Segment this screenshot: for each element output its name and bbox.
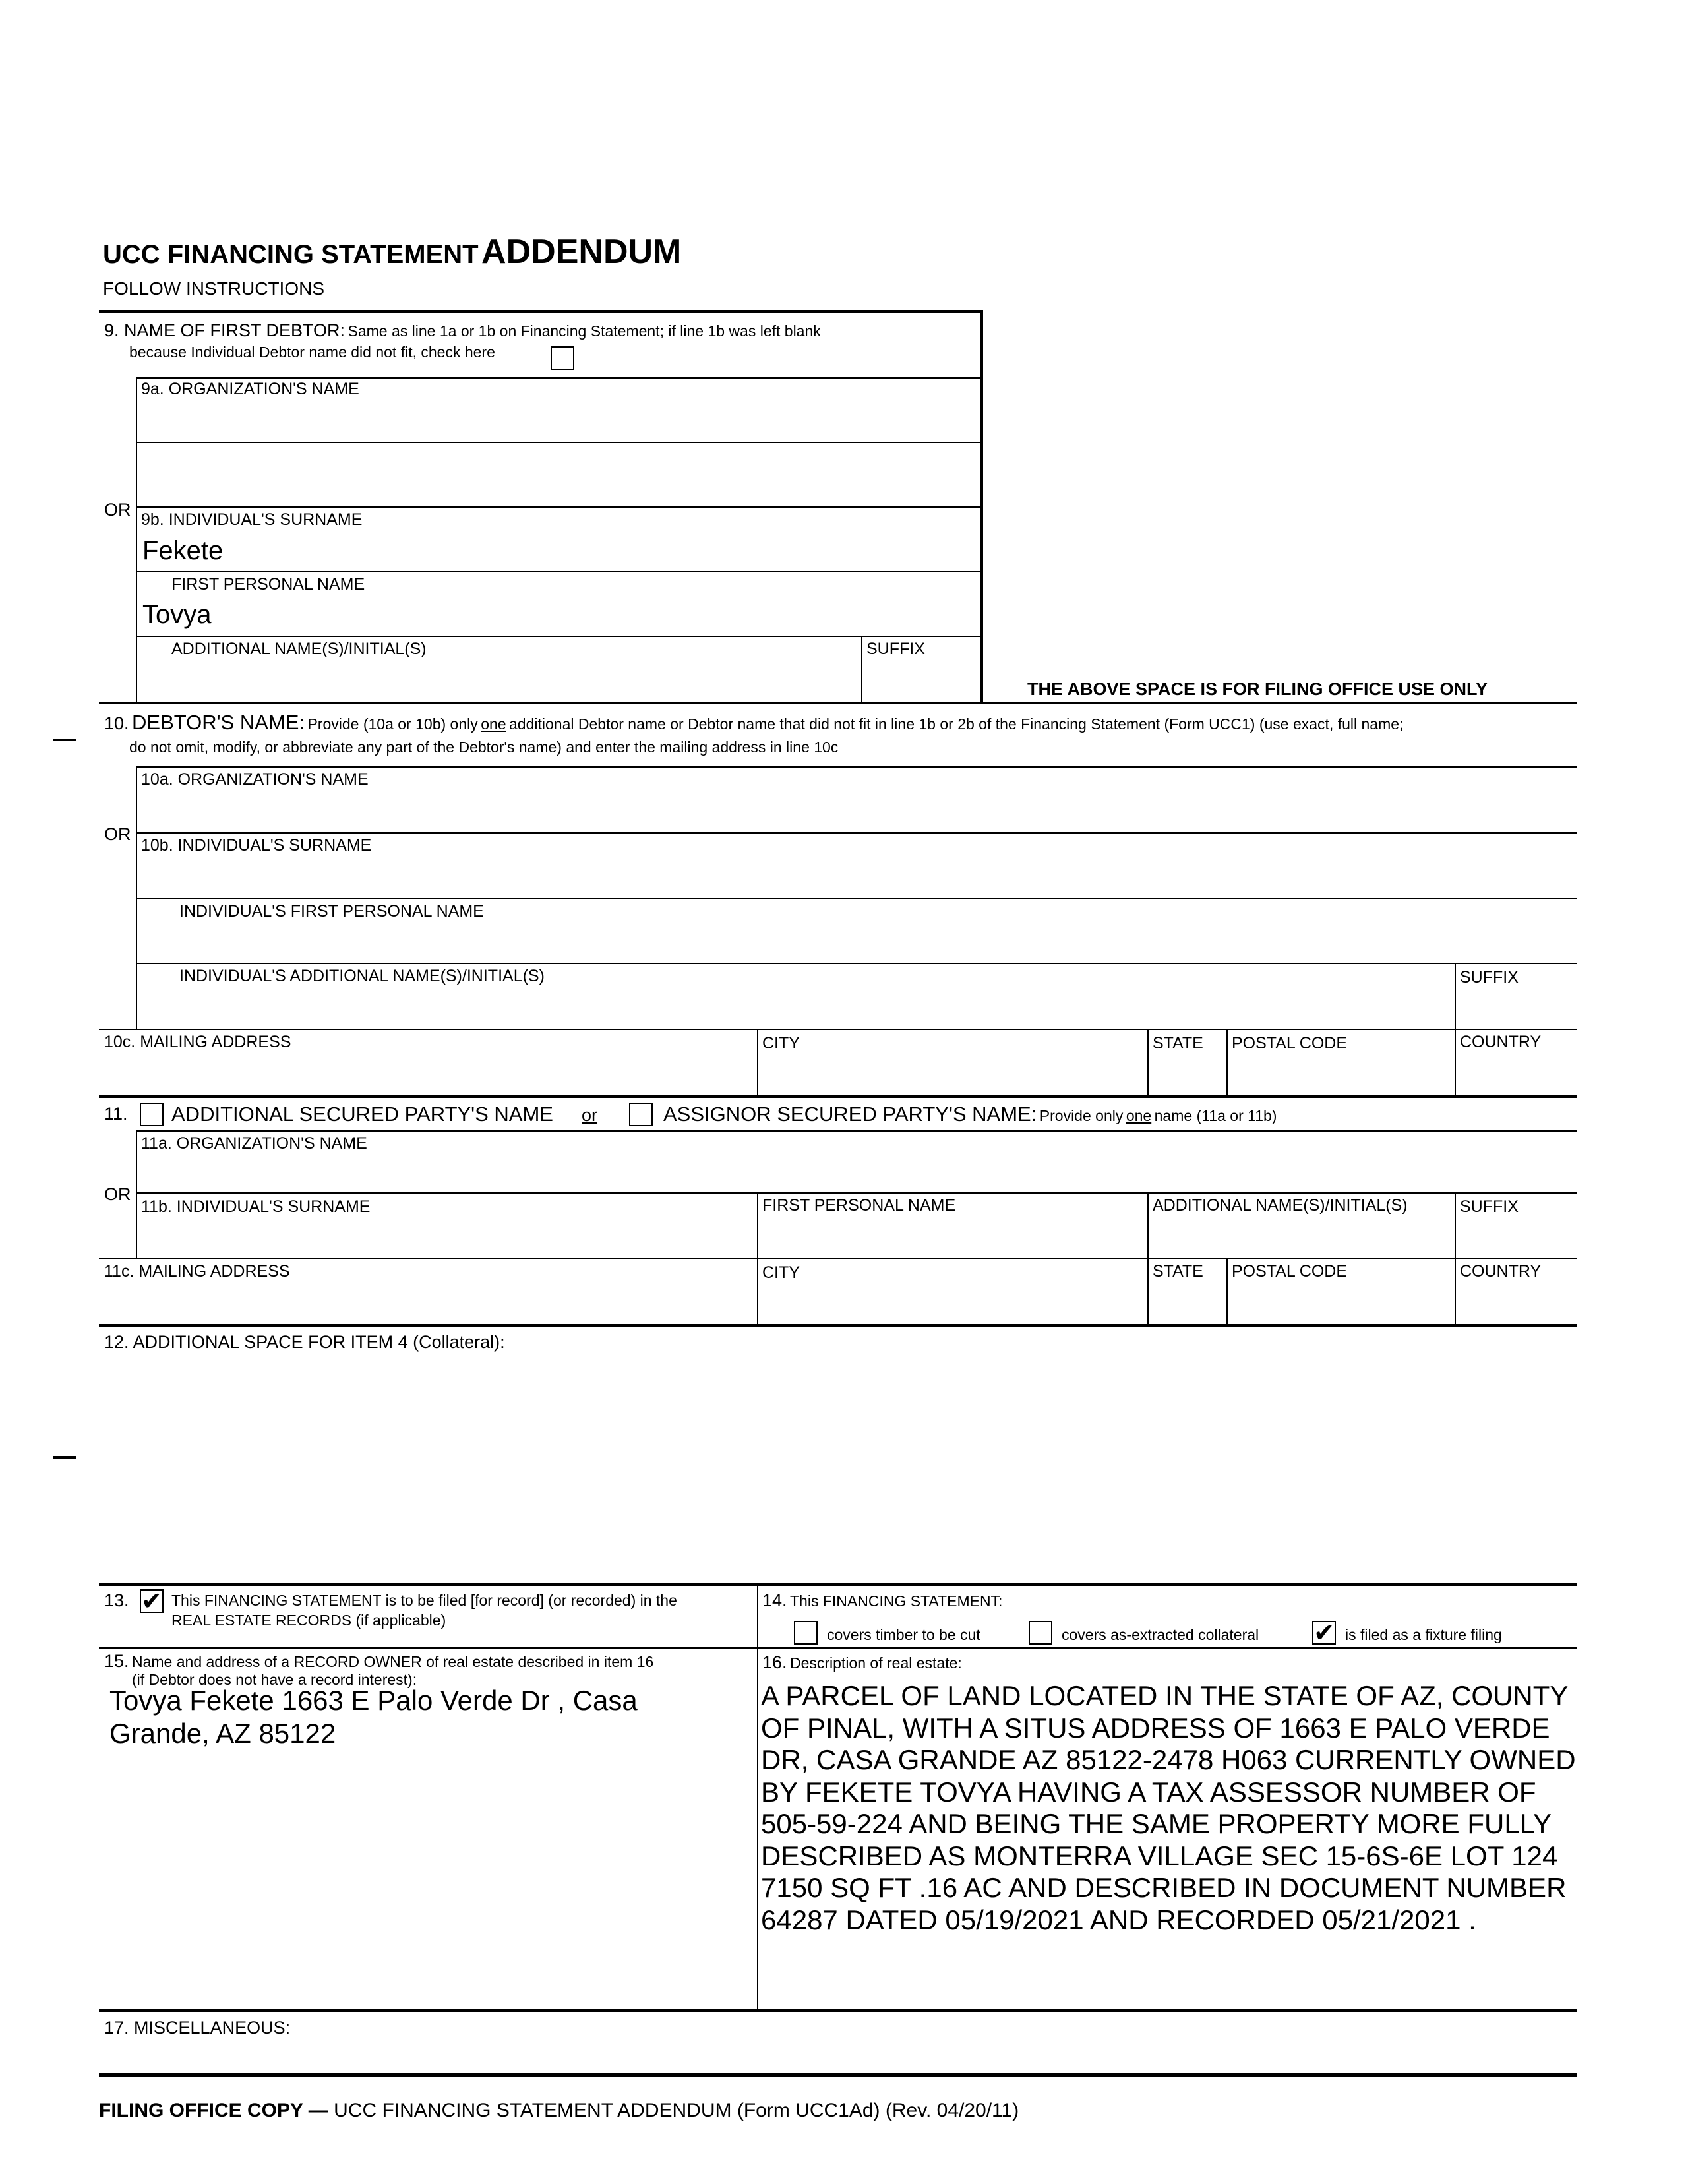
s9b-label: 9b. INDIVIDUAL'S SURNAME <box>141 510 363 529</box>
s11-assignor-checkbox[interactable] <box>629 1103 653 1126</box>
s9-heading <box>104 322 821 340</box>
s11-desc-a: Provide only <box>1039 1107 1124 1124</box>
s9-top-border <box>99 310 982 313</box>
s11-additional-checkbox[interactable] <box>140 1103 164 1126</box>
s14-label: This FINANCING STATEMENT: <box>790 1592 1003 1610</box>
s10-state-label: STATE <box>1153 1034 1203 1052</box>
s11-postal-label: POSTAL CODE <box>1232 1262 1348 1281</box>
s16-description-line: DESCRIBED AS MONTERRA VILLAGE SEC 15-6S-6E LOT 124 <box>761 1840 1558 1871</box>
s11-line <box>136 1130 1577 1132</box>
s17-label: 17. MISCELLANEOUS: <box>104 2018 291 2038</box>
form-title-suffix: ADDENDUM <box>481 233 682 271</box>
s11-suffix-divider <box>1455 1192 1456 1258</box>
s12-top-border <box>99 1324 1577 1327</box>
s9-first-name-label: FIRST PERSONAL NAME <box>171 575 365 593</box>
s11-line <box>136 1192 1577 1194</box>
s10-suffix-label: SUFFIX <box>1460 968 1519 986</box>
s9-number: 9. NAME OF FIRST DEBTOR: <box>104 320 346 340</box>
s15-number: 15. <box>104 1651 129 1671</box>
s16-description-line: BY FEKETE TOVYA HAVING A TAX ASSESSOR NUMBER OF <box>761 1776 1536 1807</box>
s16-description-line: DR, CASA GRANDE AZ 85122-2478 H063 CURRENTLY OWNED <box>761 1744 1576 1775</box>
s10-suffix-divider <box>1455 963 1456 1029</box>
s16-heading <box>762 1654 962 1672</box>
s10-line <box>136 963 1577 964</box>
footer <box>99 2101 1019 2121</box>
s11-city-label: CITY <box>762 1263 800 1282</box>
s14-timber-label: covers timber to be cut <box>827 1626 980 1643</box>
s10-description-2: do not omit, modify, or abbreviate any part of the Debtor's name) and enter the mailing address in line 10c <box>129 739 839 756</box>
s10-line <box>136 832 1577 834</box>
s10-line <box>136 898 1577 899</box>
s14-extracted-checkbox[interactable] <box>1029 1621 1052 1645</box>
s10b-label: 10b. INDIVIDUAL'S SURNAME <box>141 836 372 855</box>
s10a-label: 10a. ORGANIZATION'S NAME <box>141 770 369 789</box>
s14-heading <box>762 1592 1002 1610</box>
s11-country-divider <box>1455 1258 1456 1324</box>
s11-suffix-label: SUFFIX <box>1460 1198 1519 1216</box>
s10-state-divider <box>1147 1029 1149 1095</box>
s11-additional-names-label: ADDITIONAL NAME(S)/INITIAL(S) <box>1153 1196 1408 1215</box>
s15-top-border <box>99 1647 1577 1649</box>
s10-first-name-label: INDIVIDUAL'S FIRST PERSONAL NAME <box>179 902 484 921</box>
s15-owner-value-1: Tovya Fekete 1663 E Palo Verde Dr , Casa <box>109 1685 638 1716</box>
s10-line <box>99 1029 1577 1030</box>
s9-additional-names-label: ADDITIONAL NAME(S)/INITIAL(S) <box>171 640 427 658</box>
or-label: OR <box>104 500 131 520</box>
s15-heading <box>104 1653 653 1670</box>
s16-description-line: A PARCEL OF LAND LOCATED IN THE STATE OF AZ, COUNTY <box>761 1680 1569 1711</box>
s10-postal-divider <box>1226 1029 1228 1095</box>
s15-label-2: (if Debtor does not have a record interest): <box>132 1671 417 1688</box>
s11-top-border <box>99 1095 1577 1098</box>
s16-description-line: OF PINAL, WITH A SITUS ADDRESS OF 1663 E PALO VERDE <box>761 1712 1550 1744</box>
s12-label: 12. ADDITIONAL SPACE FOR ITEM 4 (Collateral): <box>104 1332 505 1352</box>
s11-number: 11. <box>104 1104 128 1124</box>
s10-left-border <box>136 766 137 1029</box>
s11-state-divider <box>1147 1258 1149 1324</box>
margin-mark <box>53 1456 76 1459</box>
s11-state-label: STATE <box>1153 1262 1203 1281</box>
s10-desc-a: Provide (10a or 10b) only <box>307 715 478 733</box>
s10-heading <box>104 712 1403 733</box>
s9-suffix-divider <box>861 636 862 702</box>
s11-first-divider <box>757 1192 758 1258</box>
margin-mark <box>53 739 76 741</box>
s10-postal-label: POSTAL CODE <box>1232 1034 1348 1052</box>
form-title-prefix: UCC FINANCING STATEMENT <box>103 240 479 269</box>
s11-desc-one: one <box>1126 1107 1152 1124</box>
s10-line <box>136 766 1577 768</box>
s11-heading-b <box>663 1104 1277 1124</box>
s16-label: Description of real estate: <box>790 1654 962 1672</box>
s13-line-2: REAL ESTATE RECORDS (if applicable) <box>171 1612 446 1629</box>
s9-line <box>136 636 981 637</box>
s17-bottom-border <box>99 2073 1577 2077</box>
s9-description-2: because Individual Debtor name did not fit, check here <box>129 344 495 361</box>
s9b-surname-value: Fekete <box>142 536 224 565</box>
s9-checkbox[interactable] <box>551 346 574 370</box>
s11c-mailing-label: 11c. MAILING ADDRESS <box>104 1262 290 1281</box>
s9-suffix-label: SUFFIX <box>866 640 925 658</box>
or-label: OR <box>104 1184 131 1204</box>
s10-desc-b: additional Debtor name or Debtor name that did not fit in line 1b or 2b of the Financing Statement (Form UCC1) (use exact, full name; <box>509 715 1404 733</box>
s14-fixture-checkbox[interactable]: ✔ <box>1312 1621 1336 1645</box>
s10-title: DEBTOR'S NAME: <box>132 711 305 734</box>
s11-option-assignor: ASSIGNOR SECURED PARTY'S NAME: <box>663 1103 1037 1126</box>
s10-city-label: CITY <box>762 1034 800 1052</box>
s11-city-divider <box>757 1258 758 1324</box>
s9-first-name-value: Tovya <box>142 600 212 629</box>
s10-country-label: COUNTRY <box>1460 1033 1542 1051</box>
s11-first-name-label: FIRST PERSONAL NAME <box>762 1196 956 1215</box>
s11-line <box>99 1258 1577 1259</box>
s9-line <box>136 442 981 443</box>
s13-top-border <box>99 1583 1577 1586</box>
s16-description-line: 505-59-224 AND BEING THE SAME PROPERTY MORE FULLY <box>761 1808 1552 1839</box>
s10c-mailing-label: 10c. MAILING ADDRESS <box>104 1033 291 1051</box>
s9-description: Same as line 1a or 1b on Financing Statement; if line 1b was left blank <box>347 322 821 340</box>
follow-instructions: FOLLOW INSTRUCTIONS <box>103 278 325 299</box>
s10-desc-one: one <box>481 715 506 733</box>
s13-checkbox[interactable]: ✔ <box>140 1589 164 1613</box>
s13-line-1: This FINANCING STATEMENT is to be filed [for record] (or recorded) in the <box>171 1592 677 1609</box>
s16-description-line: 7150 SQ FT .16 AC AND DESCRIBED IN DOCUMENT NUMBER <box>761 1872 1567 1903</box>
s14-number: 14. <box>762 1591 787 1610</box>
s11-add-divider <box>1147 1192 1149 1258</box>
s9-line <box>136 571 981 572</box>
s15-owner-value-2: Grande, AZ 85122 <box>109 1718 336 1749</box>
s10-country-divider <box>1455 1029 1456 1095</box>
s10-number: 10. <box>104 713 129 733</box>
s14-timber-checkbox[interactable] <box>794 1621 818 1645</box>
footer-form-label: UCC FINANCING STATEMENT ADDENDUM (Form UCC1Ad) (Rev. 04/20/11) <box>334 2100 1019 2121</box>
s16-number: 16. <box>762 1653 787 1672</box>
or-label: OR <box>104 824 131 844</box>
s9a-label: 9a. ORGANIZATION'S NAME <box>141 380 359 398</box>
form-title <box>103 235 681 269</box>
s9-line <box>136 377 981 379</box>
s10-top-border <box>99 702 1577 704</box>
s11b-label: 11b. INDIVIDUAL'S SURNAME <box>141 1198 371 1216</box>
s11-desc-b: name (11a or 11b) <box>1154 1107 1277 1124</box>
s9-left-border <box>136 377 137 702</box>
s11-postal-divider <box>1226 1258 1228 1324</box>
s11-country-label: COUNTRY <box>1460 1262 1542 1281</box>
s14-extracted-label: covers as-extracted collateral <box>1062 1626 1259 1643</box>
filing-office-notice: THE ABOVE SPACE IS FOR FILING OFFICE USE ONLY <box>1027 679 1488 699</box>
s17-top-border <box>99 2009 1577 2012</box>
s10-additional-names-label: INDIVIDUAL'S ADDITIONAL NAME(S)/INITIAL(S) <box>179 967 545 985</box>
s14-fixture-label: is filed as a fixture filing <box>1345 1626 1502 1643</box>
s11-or: or <box>582 1105 598 1125</box>
s11a-label: 11a. ORGANIZATION'S NAME <box>141 1134 367 1153</box>
s10-city-divider <box>757 1029 758 1095</box>
s15-label: Name and address of a RECORD OWNER of real estate described in item 16 <box>132 1653 654 1670</box>
s11-left-border <box>136 1130 137 1258</box>
s9-line <box>136 506 981 508</box>
s16-description <box>761 1680 1576 1936</box>
s13-number: 13. <box>104 1591 129 1610</box>
footer-copy-label: FILING OFFICE COPY — <box>99 2100 328 2121</box>
s11-option-additional: ADDITIONAL SECURED PARTY'S NAME <box>171 1103 553 1126</box>
s16-description-line: 64287 DATED 05/19/2021 AND RECORDED 05/21/2021 . <box>761 1904 1476 1935</box>
